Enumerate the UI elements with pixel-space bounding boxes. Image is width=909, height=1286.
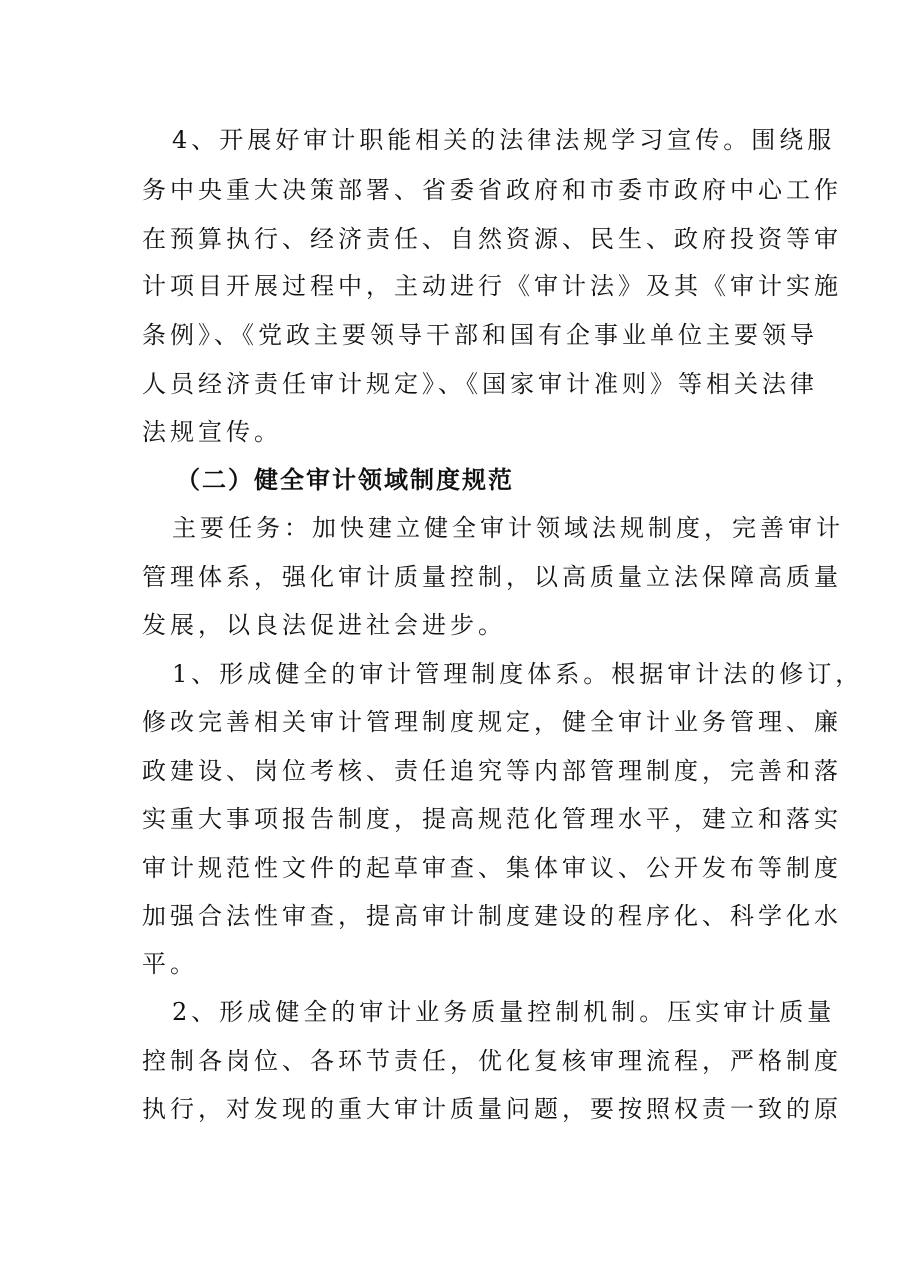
paragraph-line: 审计规范性文件的起草审查、集体审议、公开发布等制度 [142, 854, 842, 882]
paragraph-line: 管理体系，强化审计质量控制，以高质量立法保障高质量 [142, 563, 842, 591]
paragraph-line: 平。 [142, 950, 198, 978]
paragraph-line: 4、开展好审计职能相关的法律法规学习宣传。围绕服 [172, 126, 836, 154]
paragraph-line: 主要任务：加快建立健全审计领域法规制度，完善审计 [172, 514, 844, 542]
paragraph-line: 执行，对发现的重大审计质量问题，要按照权责一致的原 [142, 1095, 842, 1123]
paragraph-line: 人员经济责任审计规定》、《国家审计准则》等相关法律 [142, 370, 818, 398]
paragraph-line: 实重大事项报告制度，提高规范化管理水平，建立和落实 [142, 805, 842, 833]
paragraph-line: 法规宣传。 [142, 418, 282, 446]
paragraph-line: 加强合法性审查，提高审计制度建设的程序化、科学化水 [142, 902, 842, 930]
paragraph-line: 政建设、岗位考核、责任追究等内部管理制度，完善和落 [142, 757, 842, 785]
section-heading: （二）健全审计领域制度规范 [176, 466, 514, 494]
paragraph-line: 发展，以良法促进社会进步。 [142, 611, 506, 639]
paragraph-line: 计项目开展过程中，主动进行《审计法》及其《审计实施 [142, 272, 842, 300]
paragraph-line: 在预算执行、经济责任、自然资源、民生、政府投资等审 [142, 225, 842, 253]
paragraph-line: 修改完善相关审计管理制度规定，健全审计业务管理、廉 [142, 708, 842, 736]
paragraph-line: 1、形成健全的审计管理制度体系。根据审计法的修订， [172, 660, 864, 688]
paragraph-line: 2、形成健全的审计业务质量控制机制。压实审计质量 [172, 998, 836, 1026]
paragraph-line: 条例》、《党政主要领导干部和国有企事业单位主要领导 [142, 321, 818, 349]
paragraph-line: 务中央重大决策部署、省委省政府和市委市政府中心工作 [142, 176, 842, 204]
paragraph-line: 控制各岗位、各环节责任，优化复核审理流程，严格制度 [142, 1047, 842, 1075]
